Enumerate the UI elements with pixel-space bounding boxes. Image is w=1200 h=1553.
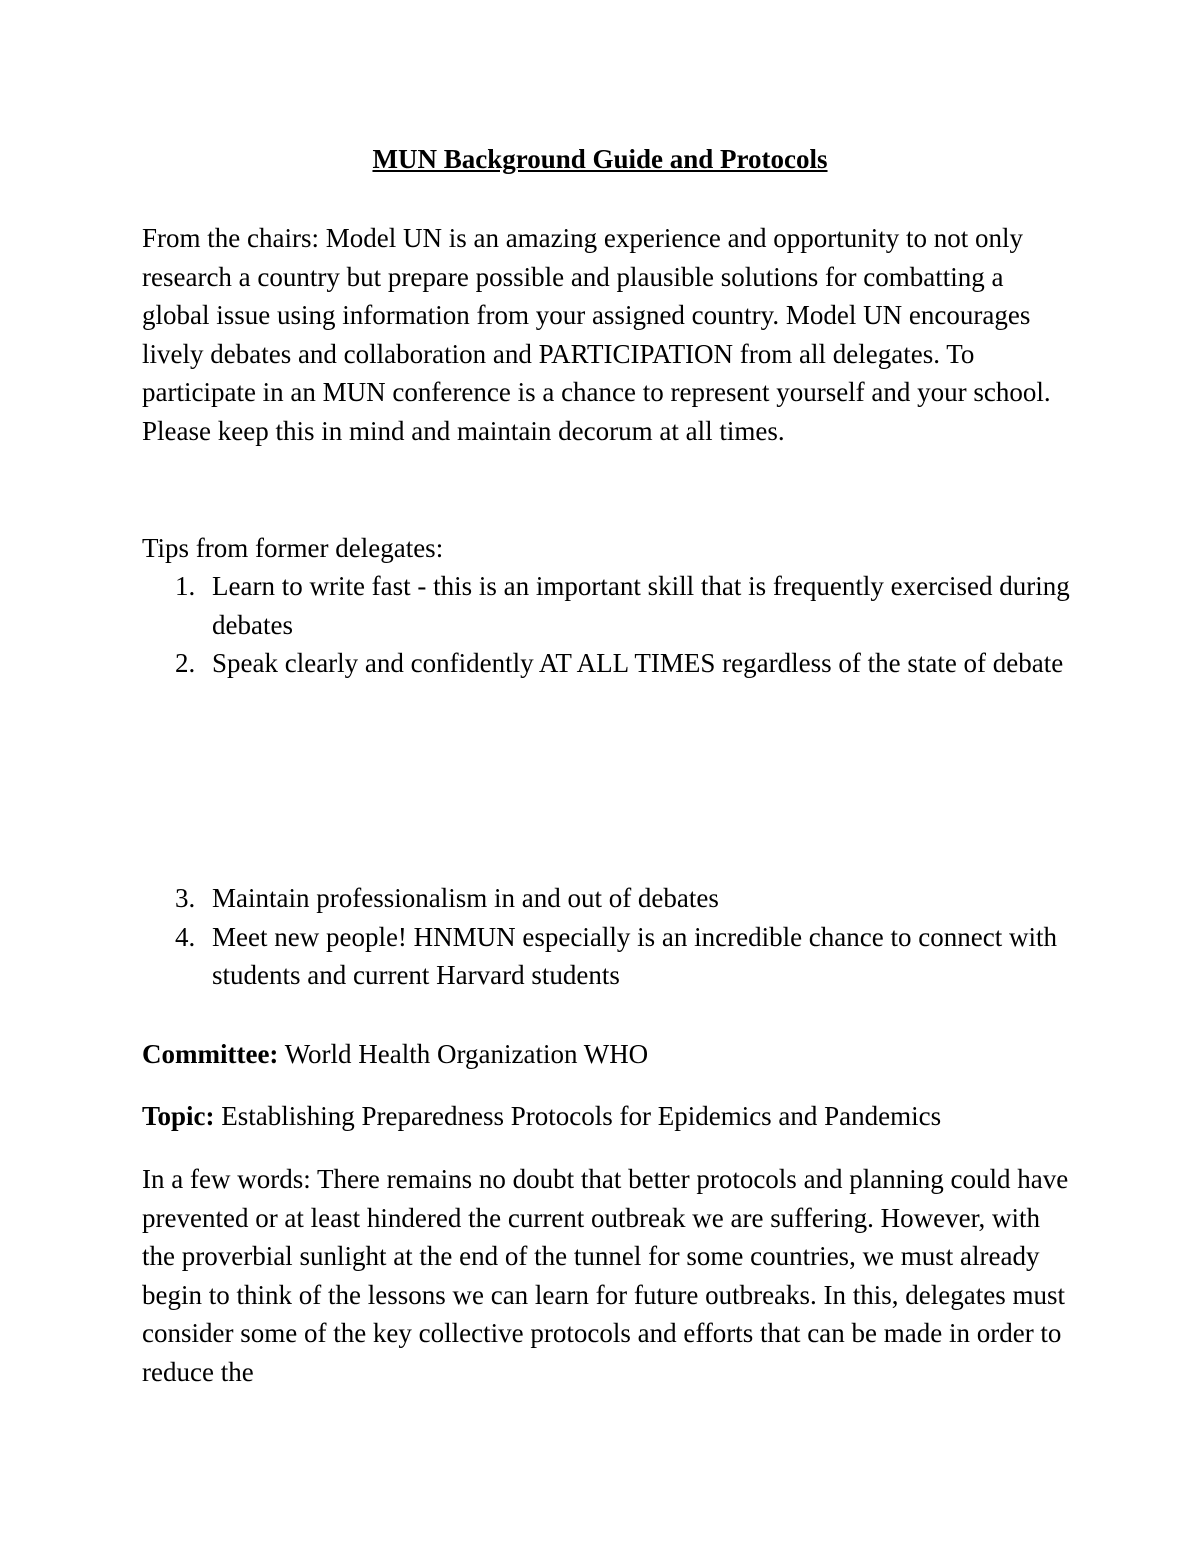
- summary-paragraph: In a few words: There remains no doubt that better protocols and planning could have prevented or at least hindered the current outbreak we are suffering. However, with the proverbial sunlight at the end of the tunnel for some countries, we must already begin to think of the lessons we can learn for future outbreaks. In this, delegates must consider some of the key collective protocols and efforts that can be made in order to reduce the: [142, 1164, 1069, 1387]
- topic-label: Topic:: [142, 1101, 215, 1131]
- list-item: [142, 644, 1072, 683]
- list-item-number: 1.: [175, 571, 196, 601]
- list-item-number: 4.: [175, 921, 196, 952]
- list-item-text: Maintain professionalism in and out of debates: [212, 883, 719, 913]
- intro-paragraph: From the chairs: Model UN is an amazing experience and opportunity to not only research a country but prepare possible and plausible solutions for combatting a global issue using information from your assigned country. Model UN encourages lively debates and collaboration and PARTICIPATION from all delegates. To participate in an MUN conference is a chance to represent yourself and your school. Please keep this in mind and maintain decorum at all times.: [142, 223, 1051, 446]
- list-item-number: 3.: [175, 883, 196, 913]
- tips-list-part-1: [142, 567, 1072, 683]
- list-item-text: Learn to write fast - this is an important skill that is frequently exercised during debates: [212, 571, 1070, 640]
- topic-value: Establishing Preparedness Protocols for Epidemics and Pandemics: [214, 1101, 942, 1131]
- list-item: [142, 567, 1072, 644]
- tips-heading: Tips from former delegates:: [142, 533, 444, 563]
- committee-label: Committee:: [142, 1039, 279, 1069]
- list-item-text: Meet new people! HNMUN especially is an incredible chance to connect with students and current Harvard students: [212, 921, 1057, 990]
- topic-line: [142, 1097, 1072, 1136]
- list-item-text: Speak clearly and confidently AT ALL TIMES regardless of the state of debate: [212, 648, 1064, 678]
- committee-line: [142, 1035, 1072, 1074]
- list-item: [142, 918, 1072, 995]
- tips-list-part-2: [142, 879, 1072, 995]
- list-item-number: 2.: [175, 648, 196, 678]
- document-title: MUN Background Guide and Protocols: [372, 144, 828, 174]
- committee-value: World Health Organization WHO: [278, 1039, 649, 1069]
- list-item: [142, 879, 1072, 918]
